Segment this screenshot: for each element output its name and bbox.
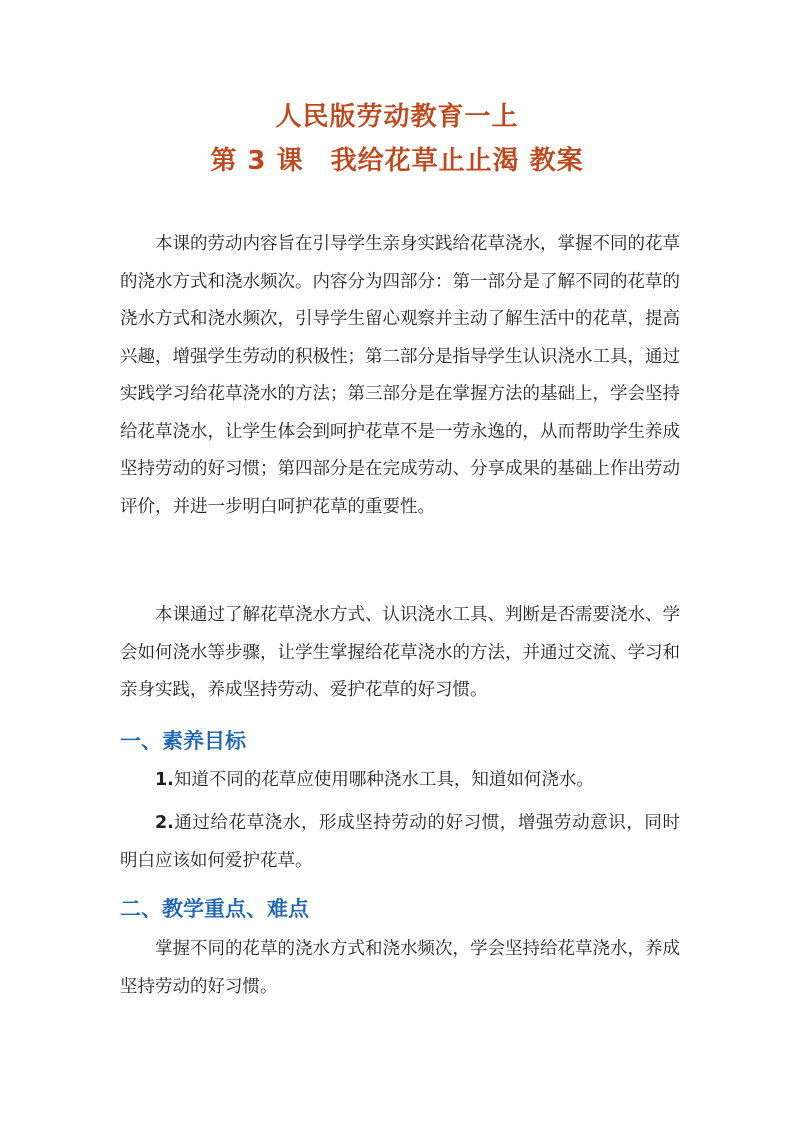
key-points-paragraph: 掌握不同的花草的浇水方式和浇水频次，学会坚持给花草浇水，养成坚持劳动的好习惯。	[120, 939, 680, 997]
goal-item-number: 2.	[155, 813, 174, 833]
section-heading-goals: 一、素养目标	[120, 729, 246, 753]
document-title-line-1: 人民版劳动教育一上	[275, 102, 519, 132]
goal-item-1	[120, 762, 680, 800]
goal-item-text: 通过给花草浇水，形成坚持劳动的好习惯，增强劳动意识，同时明白应该如何爱护花草。	[120, 813, 680, 871]
intro-paragraph-2: 本课通过了解花草浇水方式、认识浇水工具、判断是否需要浇水、学会如何浇水等步骤，让学生掌握给花草浇水的方法，并通过交流、学习和亲身实践，养成坚持劳动、爱护花草的好习惯。	[120, 605, 680, 700]
section-heading-key-points: 二、教学重点、难点	[120, 897, 309, 921]
goal-item-number: 1.	[155, 770, 174, 790]
document-title-line-2: 第 3 课 我给花草止止渴 教案	[210, 146, 584, 176]
goal-item-text: 知道不同的花草应使用哪种浇水工具，知道如何浇水。	[173, 770, 594, 790]
intro-paragraph-1: 本课的劳动内容旨在引导学生亲身实践给花草浇水，掌握不同的花草的浇水方式和浇水频次。内容分为四部分：第一部分是了解不同的花草的浇水方式和浇水频次，引导学生留心观察并主动了解生活中的花草，提高兴趣，增强学生劳动的积极性；第二部分是指导学生认识浇水工具，通过实践学习给花草浇水的方法；第三部分是在掌握方法的基础上，学会坚持给花草浇水，让学生体会到呵护花草不是一劳永逸的，从而帮助学生养成坚持劳动的好习惯；第四部分是在完成劳动、分享成果的基础上作出劳动评价，并进一步明白呵护花草的重要性。	[120, 234, 680, 517]
goal-item-2	[120, 805, 680, 880]
